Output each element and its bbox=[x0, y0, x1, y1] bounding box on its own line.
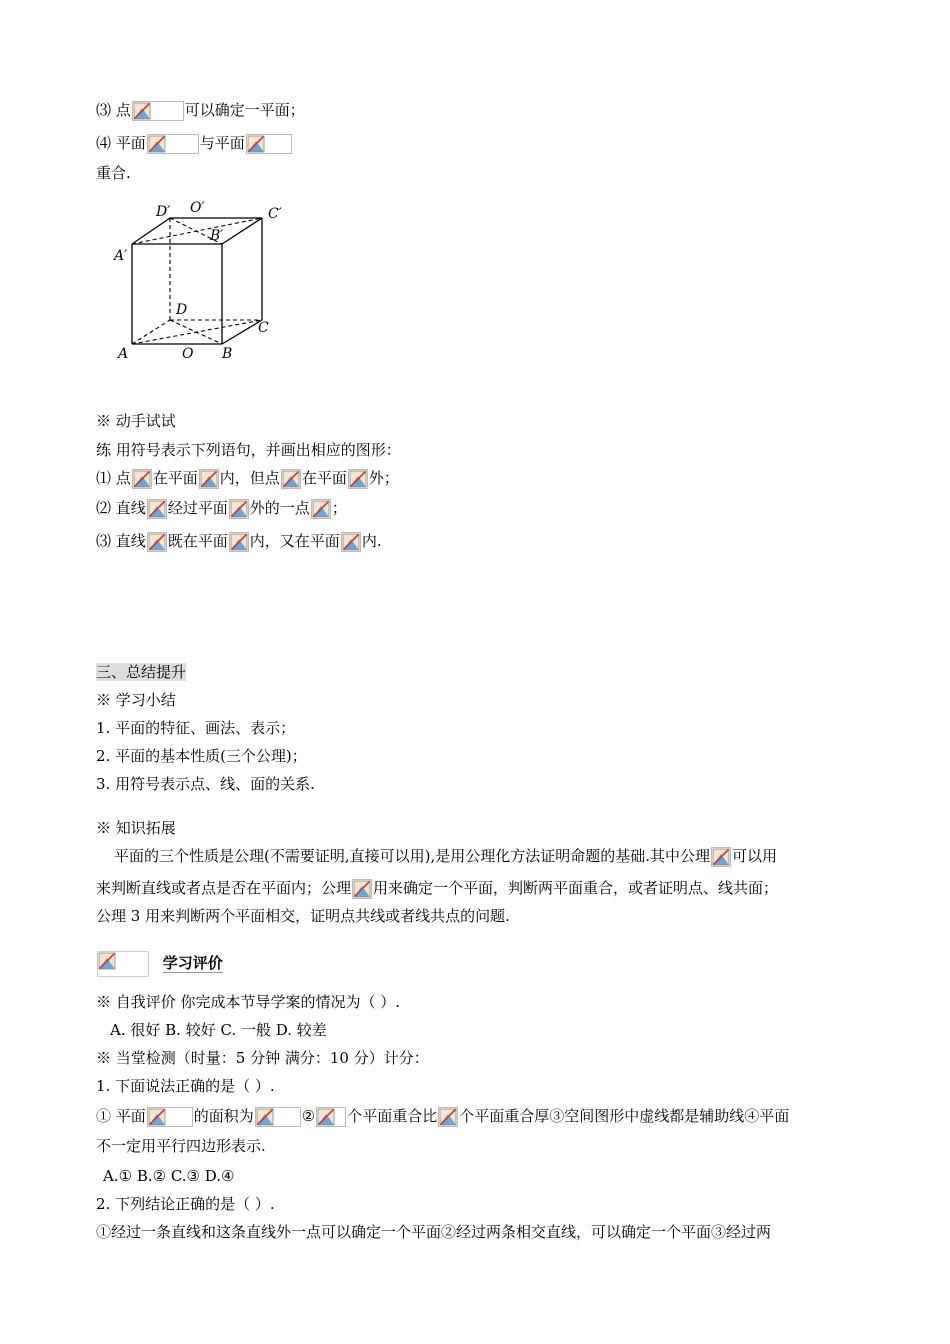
question-2-body: ①经过一条直线和这条直线外一点可以确定一个平面②经过两条相交直线，可以确定一个平面③经过两 bbox=[96, 1223, 772, 1241]
cube-label: C bbox=[258, 320, 269, 336]
extend-paragraph: 平面的三个性质是公理(不需要证明,直接可以用),是用公理化方法证明命题的基础.其中公理 可以用 bbox=[114, 847, 778, 865]
cube-label: D bbox=[176, 302, 188, 318]
image-placeholder-icon bbox=[311, 499, 331, 519]
cube-label: D′ bbox=[156, 204, 171, 220]
cube-label: A bbox=[118, 346, 129, 362]
eval-title-block bbox=[96, 951, 223, 977]
image-placeholder-icon bbox=[711, 847, 731, 867]
self-eval: ※ 自我评价 你完成本节导学案的情况为（ ）. bbox=[96, 993, 401, 1011]
image-placeholder-icon bbox=[246, 134, 292, 154]
line-coincide: 重合. bbox=[96, 164, 131, 182]
image-placeholder-icon bbox=[229, 499, 249, 519]
image-placeholder-icon bbox=[255, 1107, 301, 1127]
practice-item-2: ⑵ 直线 经过平面 外的一点 ； bbox=[96, 499, 347, 517]
cube-label: A′ bbox=[114, 248, 128, 264]
eval-title: 学习评价 bbox=[162, 954, 223, 972]
cube-diagram bbox=[110, 196, 290, 366]
section-summary: 三、总结提升 bbox=[96, 663, 187, 681]
cube-label: C′ bbox=[268, 206, 282, 222]
image-placeholder-icon bbox=[97, 951, 149, 977]
cube-label: O bbox=[182, 346, 194, 362]
extend-paragraph-3: 公理 3 用来判断两个平面相交，证明点共线或者线共点的问题. bbox=[96, 907, 510, 925]
image-placeholder-icon bbox=[438, 1107, 458, 1127]
question-2: 2. 下列结论正确的是（ ）. bbox=[96, 1195, 275, 1213]
practice-item-3: ⑶ 直线 既在平面 内，又在平面 内. bbox=[96, 532, 382, 550]
image-placeholder-icon bbox=[316, 1107, 346, 1127]
image-placeholder-icon bbox=[147, 532, 167, 552]
test-heading: ※ 当堂检测（时量：5 分钟 满分：10 分）计分： bbox=[96, 1049, 429, 1067]
image-placeholder-icon bbox=[341, 532, 361, 552]
image-placeholder-icon bbox=[147, 1107, 193, 1127]
cube-label: B′ bbox=[210, 228, 224, 244]
summary-item: 2. 平面的基本性质(三个公理)； bbox=[96, 747, 307, 765]
extend-paragraph-2: 来判断直线或者点是否在平面内；公理 用来确定一个平面，判断两平面重合，或者证明点、线共面； bbox=[96, 879, 779, 897]
image-placeholder-icon bbox=[199, 469, 219, 489]
extend-heading: ※ 知识拓展 bbox=[96, 819, 176, 837]
image-placeholder-icon bbox=[132, 101, 184, 121]
image-placeholder-icon bbox=[147, 134, 199, 154]
practice-intro: 练 用符号表示下列语句，并画出相应的图形： bbox=[96, 441, 401, 459]
practice-heading: ※ 动手试试 bbox=[96, 412, 176, 430]
question-1-options: A.① B.② C.③ D.④ bbox=[103, 1167, 235, 1185]
self-eval-options: A. 很好 B. 较好 C. 一般 D. 较差 bbox=[110, 1021, 327, 1039]
line-plane-plane: ⑷ 平面 与平面 bbox=[96, 133, 293, 154]
question-1: 1. 下面说法正确的是（ ）. bbox=[96, 1077, 275, 1095]
question-1-body-2: 不一定用平行四边形表示. bbox=[96, 1137, 266, 1155]
practice-item-1: ⑴ 点 在平面 内，但点 在平面 外； bbox=[96, 469, 399, 487]
image-placeholder-icon bbox=[281, 469, 301, 489]
image-placeholder-icon bbox=[147, 499, 167, 519]
cube-label: B bbox=[222, 346, 233, 362]
line-point-plane: ⑶ 点 可以确定一平面； bbox=[96, 101, 305, 119]
summary-item: 1. 平面的特征、画法、表示； bbox=[96, 719, 296, 737]
image-placeholder-icon bbox=[229, 532, 249, 552]
summary-heading: ※ 学习小结 bbox=[96, 691, 176, 709]
image-placeholder-icon bbox=[132, 469, 152, 489]
image-placeholder-icon bbox=[352, 879, 372, 899]
cube-label: O′ bbox=[190, 200, 205, 216]
summary-item: 3. 用符号表示点、线、面的关系. bbox=[96, 775, 315, 793]
question-1-body: ① 平面 的面积为 ② 个平面重合比 个平面重合厚③空间图形中虚线都是辅助线④平面 bbox=[96, 1107, 790, 1125]
image-placeholder-icon bbox=[348, 469, 368, 489]
